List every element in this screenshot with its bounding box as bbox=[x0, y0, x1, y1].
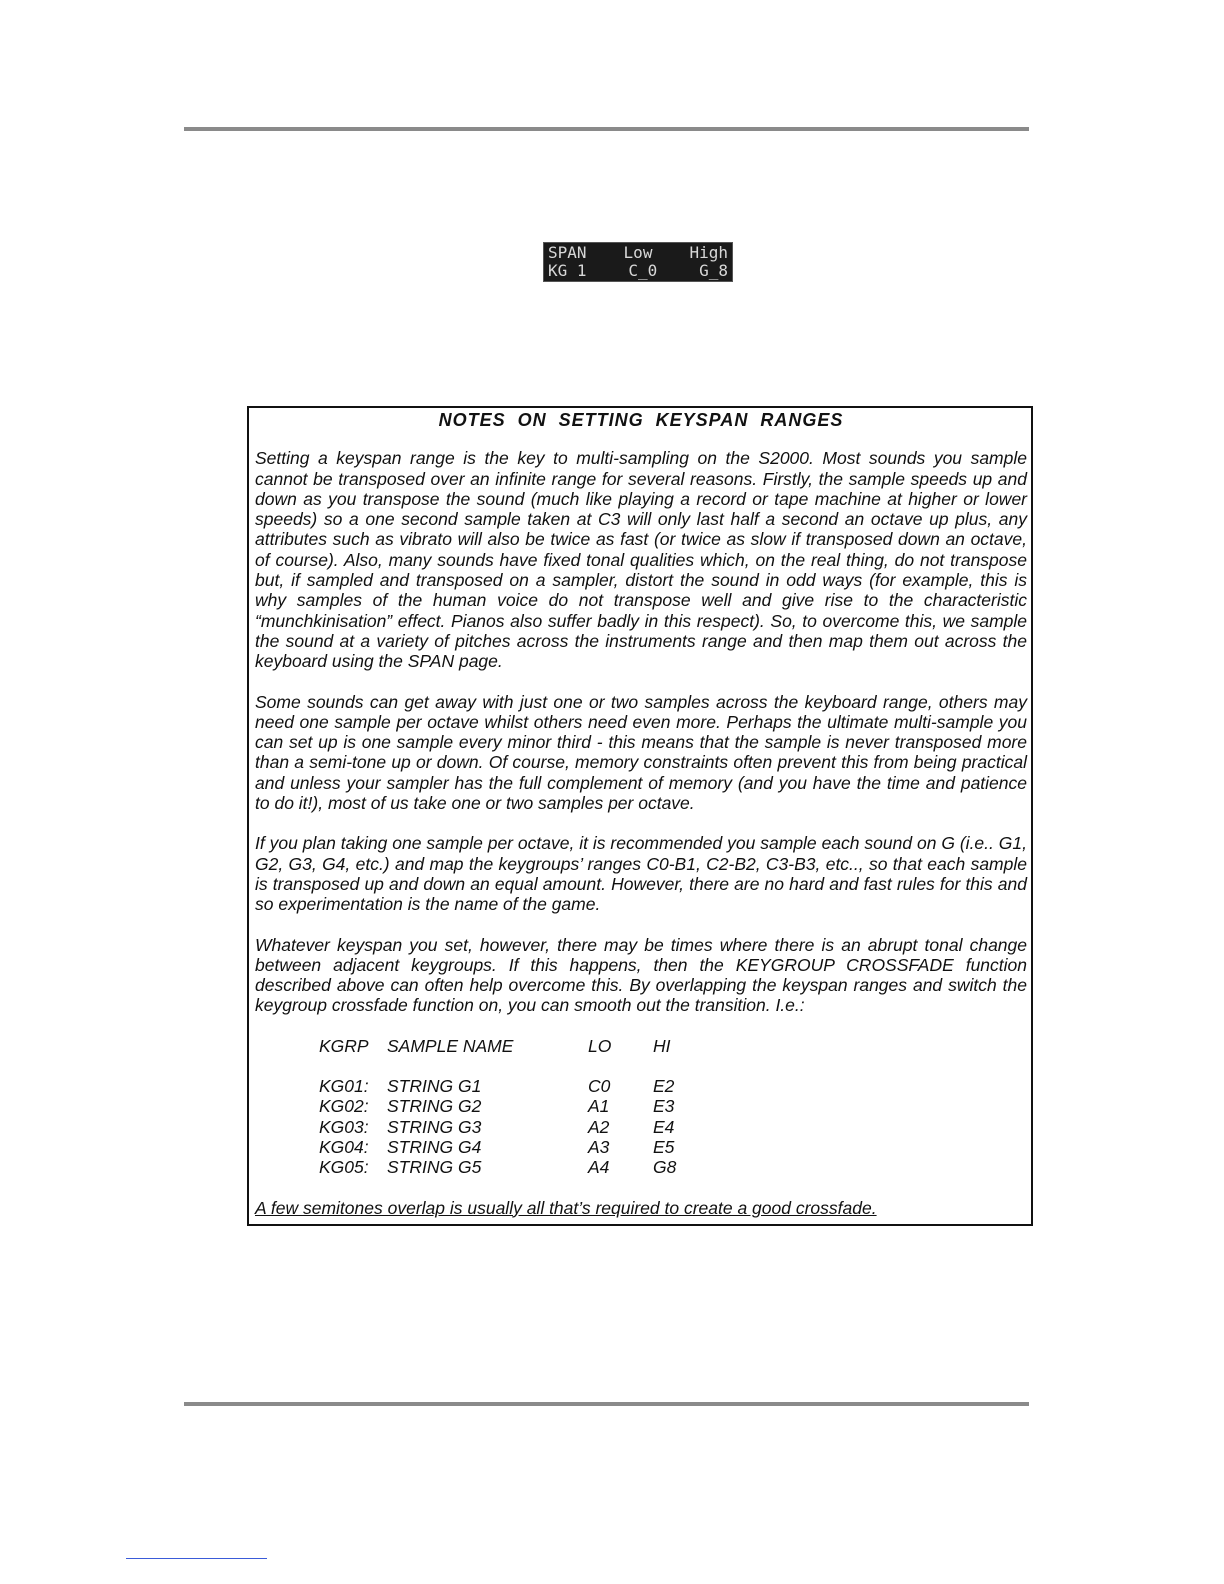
cell-kgrp: KG02: bbox=[319, 1096, 369, 1117]
table-row bbox=[319, 1076, 713, 1096]
cell-hi: G8 bbox=[653, 1157, 677, 1178]
lcd-label-span: SPAN bbox=[548, 243, 587, 262]
lcd-span-display bbox=[543, 242, 733, 282]
cell-sample-name: STRING G1 bbox=[387, 1076, 482, 1097]
cell-kgrp: KG03: bbox=[319, 1116, 369, 1137]
header-hi: HI bbox=[653, 1035, 671, 1056]
header-kgrp: KGRP bbox=[319, 1035, 369, 1056]
notes-paragraph: Some sounds can get away with just one or two samples across the keyboard range, others may need one sample per octave whilst others need even more. Perhaps the ultimate multi-sample you can set up is one sample every minor third - this means that the sample is never transposed more than a semi-tone up or down. Of course, memory constraints often prevent this from being practical and unless your sampler has the full complement of memory (and you have the time and patience to do it!), most of us take one or two samples per octave. bbox=[255, 691, 1027, 814]
table-header-row bbox=[319, 1036, 713, 1076]
table-row bbox=[319, 1117, 713, 1137]
lcd-row-1 bbox=[548, 244, 728, 262]
cell-kgrp: KG01: bbox=[319, 1076, 369, 1097]
corner-mark bbox=[126, 1558, 267, 1559]
top-rule bbox=[184, 127, 1029, 131]
keygroup-table bbox=[319, 1036, 713, 1178]
table-row bbox=[319, 1096, 713, 1116]
cell-sample-name: STRING G4 bbox=[387, 1136, 482, 1157]
lcd-value-low: C_0 bbox=[628, 261, 658, 280]
cell-sample-name: STRING G2 bbox=[387, 1096, 482, 1117]
cell-hi: E2 bbox=[653, 1076, 675, 1097]
notes-paragraph: Setting a keyspan range is the key to multi-sampling on the S2000. Most sounds you sample cannot be transposed over an infinite range for several reasons. Firstly, the sample speeds up and down as you transpose the sound (much like playing a record or tape machine at higher or lower speeds) so a one second sample taken at C3 will only last half a second an octave up plus, any attributes such as vibrato will also be twice as fast (or twice as slow if transposed down an octave, of course). Also, many sounds have fixed tonal qualities which, on the real thing, do not transpose but, if sampled and transposed on a sampler, distort the sound in odd ways (for example, this is why samples of the human voice do not transpose well and give rise to the characteristic “munchkinisation” effect. Pianos also suffer badly in this respect). So, to overcome this, we sample the sound at a variety of pitches across the instruments range and then map them out across the keyboard using the SPAN page. bbox=[255, 448, 1027, 672]
cell-hi: E5 bbox=[653, 1136, 675, 1157]
lcd-label-high: High bbox=[689, 243, 728, 262]
cell-hi: E3 bbox=[653, 1096, 675, 1117]
cell-lo: A4 bbox=[588, 1157, 610, 1178]
table-row bbox=[319, 1137, 713, 1157]
cell-lo: A1 bbox=[588, 1096, 610, 1117]
header-sample-name: SAMPLE NAME bbox=[387, 1035, 514, 1056]
lcd-label-low: Low bbox=[623, 243, 653, 262]
lcd-value-high: G_8 bbox=[699, 261, 728, 280]
lcd-value-keygroup: KG 1 bbox=[548, 261, 587, 280]
cell-sample-name: STRING G3 bbox=[387, 1116, 482, 1137]
cell-hi: E4 bbox=[653, 1116, 675, 1137]
cell-kgrp: KG05: bbox=[319, 1157, 369, 1178]
notes-box bbox=[247, 406, 1033, 1226]
notes-paragraph: Whatever keyspan you set, however, there may be times where there is an abrupt tonal change between adjacent keygroups. If this happens, then the KEYGROUP CROSSFADE function described above can often help overcome this. By overlapping the keyspan ranges and switch the keygroup crossfade function on, you can smooth out the transition. I.e.: bbox=[255, 934, 1027, 1016]
notes-paragraph: If you plan taking one sample per octave, it is recommended you sample each sound on G (i.e.. G1, G2, G3, G4, etc.) and map the keygroups’ ranges C0-B1, C2-B2, C3-B3, etc.., so that each sample is transposed up and down an equal amount. However, there are no hard and fast rules for this and so experimentation is the name of the game. bbox=[255, 833, 1027, 915]
cell-kgrp: KG04: bbox=[319, 1136, 369, 1157]
notes-title: NOTES ON SETTING KEYSPAN RANGES bbox=[438, 410, 844, 430]
cell-lo: A2 bbox=[588, 1116, 610, 1137]
cell-lo: C0 bbox=[588, 1076, 611, 1097]
header-lo: LO bbox=[588, 1035, 612, 1056]
notes-footer: A few semitones overlap is usually all that’s required to create a good crossfade. bbox=[255, 1197, 877, 1218]
cell-lo: A3 bbox=[588, 1136, 610, 1157]
lcd-row-2 bbox=[548, 262, 728, 280]
table-row bbox=[319, 1157, 713, 1177]
bottom-rule bbox=[184, 1402, 1029, 1406]
cell-sample-name: STRING G5 bbox=[387, 1157, 482, 1178]
